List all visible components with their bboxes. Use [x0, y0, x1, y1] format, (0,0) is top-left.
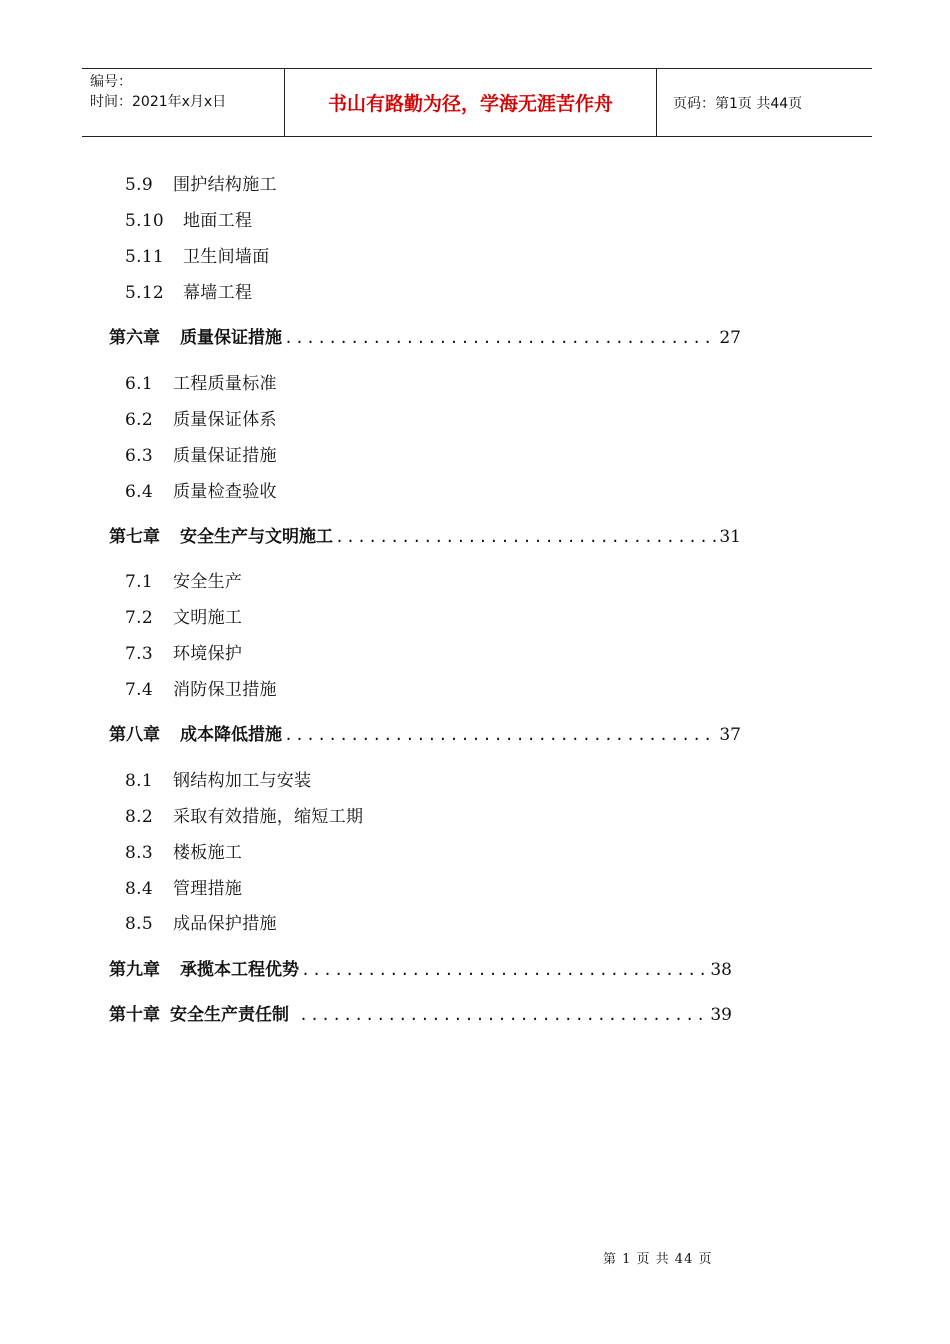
toc-entry-title: 幕墙工程 — [183, 283, 253, 303]
toc-chapter-label: 第六章 — [109, 328, 160, 348]
toc-entry-number: 8.4 — [125, 879, 153, 899]
toc-entry-title: 环境保护 — [173, 644, 243, 664]
toc-page-number: 27 — [719, 328, 741, 348]
toc-entry[interactable] — [125, 477, 277, 502]
toc-chapter-label: 第九章 — [109, 960, 160, 980]
toc-entry-number: 8.5 — [125, 914, 153, 934]
toc-entry-title: 楼板施工 — [173, 843, 243, 863]
toc-entry-title: 消防保卫措施 — [173, 680, 277, 700]
toc-entry-number: 6.3 — [125, 446, 153, 466]
toc-entry-title: 质量检查验收 — [173, 482, 277, 502]
toc-entry-number: 7.2 — [125, 608, 153, 628]
toc-entry-number: 5.9 — [125, 175, 153, 195]
toc-leader-dots — [284, 726, 717, 744]
toc-entry-number: 5.12 — [125, 283, 165, 303]
header-motto: 书山有路勤为径，学海无涯苦作舟 — [285, 69, 657, 136]
toc-entry[interactable] — [125, 675, 277, 700]
toc-entry[interactable] — [125, 909, 277, 934]
toc-entry-title: 卫生间墙面 — [183, 247, 270, 267]
toc-entry-title: 质量保证体系 — [173, 410, 277, 430]
toc-chapter-title: 承揽本工程优势 — [180, 960, 299, 980]
toc-entry-number: 7.1 — [125, 572, 153, 592]
toc-entry-number: 6.4 — [125, 482, 153, 502]
toc-leader-dots — [335, 528, 717, 546]
toc-page-number: 37 — [719, 725, 741, 745]
toc-page-number: 39 — [710, 1005, 732, 1025]
toc-chapter-entry[interactable] — [109, 720, 741, 745]
toc-entry-title: 钢结构加工与安装 — [173, 771, 312, 791]
toc-chapter-title: 安全生产与文明施工 — [180, 527, 333, 547]
toc-entry[interactable] — [125, 242, 270, 267]
toc-entry[interactable] — [125, 639, 242, 664]
toc-chapter-label: 第十章 — [109, 1005, 160, 1025]
toc-chapter-entry[interactable] — [109, 1000, 732, 1025]
toc-entry-title: 工程质量标准 — [173, 374, 277, 394]
toc-chapter-entry[interactable] — [109, 323, 741, 348]
toc-entry[interactable] — [125, 278, 252, 303]
toc-entry-title: 采取有效措施，缩短工期 — [173, 807, 364, 827]
toc-entry[interactable] — [125, 603, 242, 628]
toc-page-number: 38 — [710, 960, 732, 980]
header-meta-cell — [82, 69, 285, 136]
toc-leader-dots — [284, 329, 717, 347]
toc-entry-title: 质量保证措施 — [173, 446, 277, 466]
toc-entry-title: 地面工程 — [183, 211, 253, 231]
toc-page-number: 31 — [719, 527, 741, 547]
toc-entry[interactable] — [125, 567, 242, 592]
toc-entry[interactable] — [125, 441, 277, 466]
toc-entry[interactable] — [125, 766, 311, 791]
toc-entry[interactable] — [125, 802, 363, 827]
toc-entry[interactable] — [125, 369, 277, 394]
page-header — [82, 68, 872, 137]
document-time-label: 时间：2021年x月x日 — [90, 94, 227, 110]
toc-entry-title: 围护结构施工 — [173, 175, 277, 195]
toc-entry[interactable] — [125, 206, 252, 231]
toc-chapter-label: 第八章 — [109, 725, 160, 745]
toc-entry-number: 6.2 — [125, 410, 153, 430]
toc-entry-title: 管理措施 — [173, 879, 243, 899]
toc-leader-dots — [299, 1006, 708, 1024]
toc-entry-number: 8.3 — [125, 843, 153, 863]
page-footer: 第 1 页 共 44 页 — [603, 1252, 713, 1267]
toc-chapter-title: 成本降低措施 — [180, 725, 282, 745]
toc-chapter-entry[interactable] — [109, 522, 741, 547]
toc-entry-number: 7.3 — [125, 644, 153, 664]
header-page-info — [665, 69, 865, 136]
toc-entry-title: 文明施工 — [173, 608, 243, 628]
toc-entry[interactable] — [125, 838, 242, 863]
toc-entry[interactable] — [125, 170, 277, 195]
toc-entry-number: 8.1 — [125, 771, 153, 791]
toc-entry-title: 成品保护措施 — [173, 914, 277, 934]
toc-entry[interactable] — [125, 874, 242, 899]
toc-entry-number: 5.10 — [125, 211, 165, 231]
header-page-info-text: 页码：第1页 共44页 — [673, 95, 803, 112]
toc-entry[interactable] — [125, 405, 277, 430]
toc-leader-dots — [301, 961, 708, 979]
toc-chapter-entry[interactable] — [109, 955, 732, 980]
toc-chapter-title: 质量保证措施 — [180, 328, 282, 348]
toc-entry-title: 安全生产 — [173, 572, 243, 592]
toc-chapter-label: 第七章 — [109, 527, 160, 547]
toc-chapter-title: 安全生产责任制 — [170, 1005, 289, 1025]
document-number-label: 编号： — [90, 74, 132, 90]
toc-entry-number: 5.11 — [125, 247, 165, 267]
toc-entry-number: 8.2 — [125, 807, 153, 827]
toc-entry-number: 6.1 — [125, 374, 153, 394]
toc-entry-number: 7.4 — [125, 680, 153, 700]
